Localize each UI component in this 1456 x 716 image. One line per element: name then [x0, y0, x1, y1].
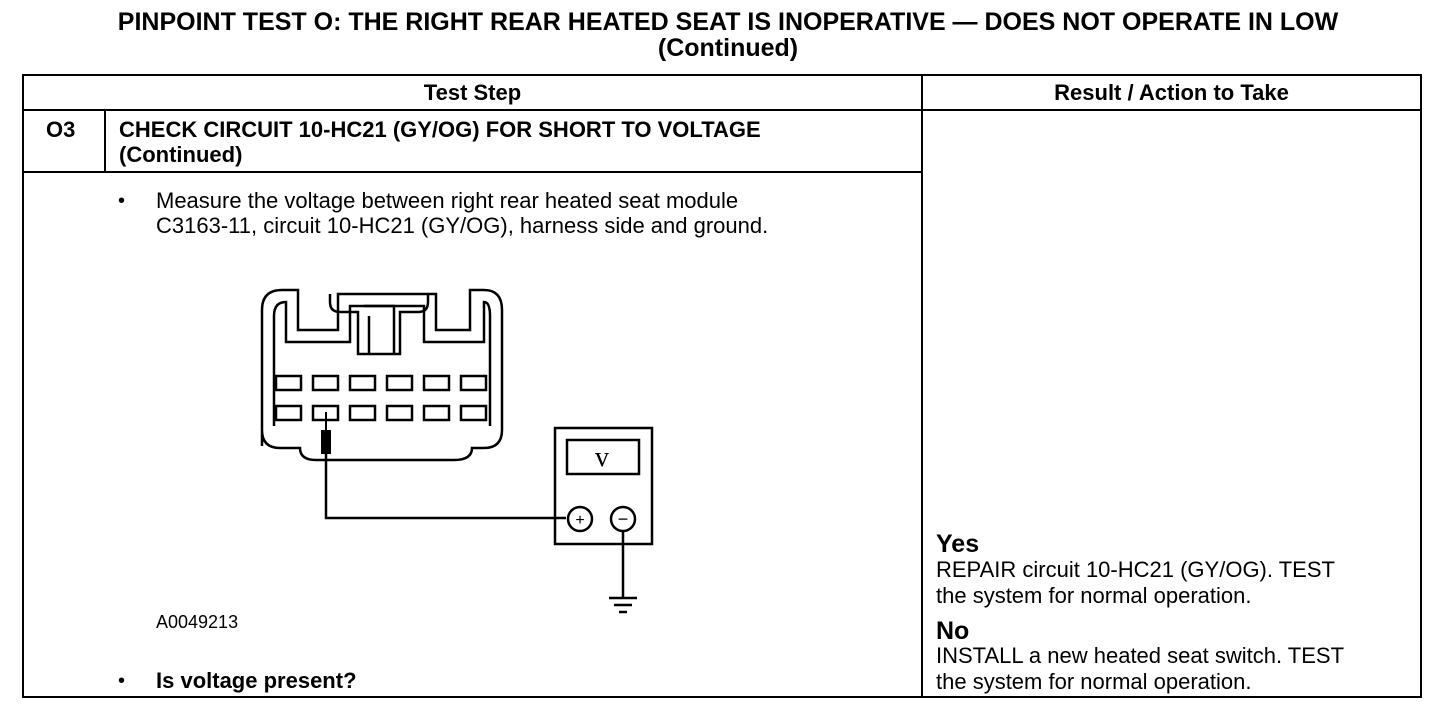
result-yes-label: Yes	[936, 530, 980, 558]
step-title-line-2: (Continued)	[119, 142, 243, 167]
instruction-line-2: C3163-11, circuit 10-HC21 (GY/OG), harness side and ground.	[156, 213, 769, 238]
connector-inner-outline	[274, 302, 490, 426]
result-no-line-1: INSTALL a new heated seat switch. TEST	[936, 643, 1345, 668]
cavity	[461, 406, 486, 420]
page-title	[0, 9, 1456, 61]
cavity	[350, 376, 375, 390]
cavity	[461, 376, 486, 390]
minus-symbol: −	[617, 509, 629, 529]
title-line-1: PINPOINT TEST O: THE RIGHT REAR HEATED SEAT IS INOPERATIVE — DOES NOT OPERATE IN LOW	[117, 8, 1339, 36]
title-line-2: (Continued)	[657, 34, 799, 62]
result-yes-action	[936, 557, 1416, 609]
cavity	[350, 406, 375, 420]
result-no-action	[936, 643, 1416, 695]
cavity	[424, 406, 449, 420]
header-result-action: Result / Action to Take	[1054, 80, 1289, 105]
header-test-step: Test Step	[423, 80, 522, 105]
result-yes-line-1: REPAIR circuit 10-HC21 (GY/OG). TEST	[936, 557, 1335, 582]
cavity	[387, 376, 412, 390]
column-divider	[921, 76, 923, 696]
instruction-line-1: Measure the voltage between right rear heated seat module	[156, 188, 739, 213]
pinpoint-test-table	[22, 74, 1422, 698]
result-no-label: No	[936, 617, 970, 645]
cavity	[313, 376, 338, 390]
test-probe	[321, 412, 331, 454]
cavity	[387, 406, 412, 420]
step-id: O3	[46, 117, 76, 142]
connector-voltmeter-diagram	[24, 76, 921, 696]
meter-symbol: v	[595, 442, 609, 473]
bullet-question: •	[118, 670, 126, 692]
pin-cavities	[276, 376, 486, 420]
cavity	[276, 406, 301, 420]
plus-symbol: +	[575, 512, 585, 529]
cavity	[424, 376, 449, 390]
figure-id: A0049213	[156, 612, 239, 632]
step-title-line-1: CHECK CIRCUIT 10-HC21 (GY/OG) FOR SHORT TO VOLTAGE	[119, 117, 761, 142]
bullet-instruction: •	[118, 190, 126, 212]
question-text: Is voltage present?	[156, 668, 357, 693]
result-yes-line-2: the system for normal operation.	[936, 583, 1252, 608]
cavity	[276, 376, 301, 390]
positive-lead	[326, 454, 566, 518]
connector-latch	[330, 294, 428, 354]
result-no-line-2: the system for normal operation.	[936, 669, 1252, 694]
